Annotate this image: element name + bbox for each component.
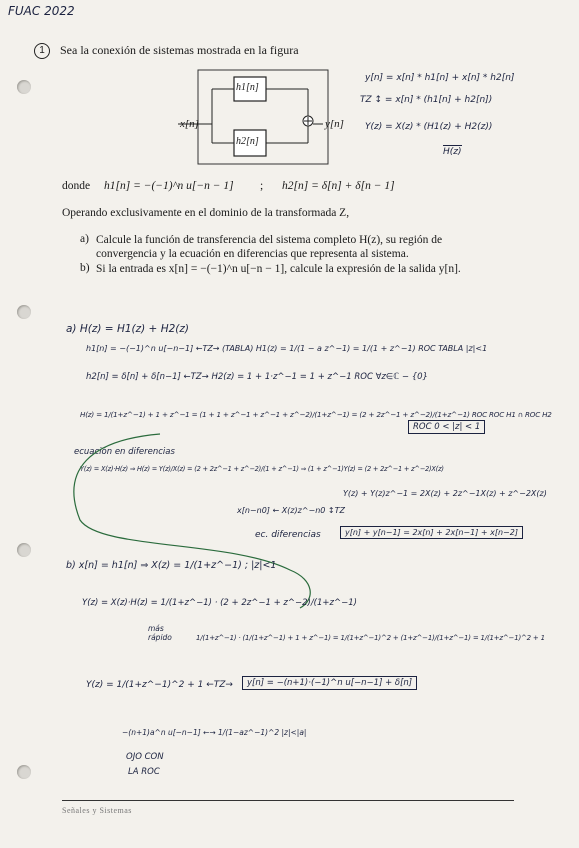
page-footer: Señales y Sistemas bbox=[62, 806, 132, 815]
side-note-1: y[n] = x[n] * h1[n] + x[n] * h2[n] bbox=[365, 73, 515, 83]
problem-statement: Sea la conexión de sistemas mostrada en la figura bbox=[60, 43, 299, 57]
part-b-text: Si la entrada es x[n] = −(−1)^n u[−n − 1], calcule la expresión de la salida y[n]. bbox=[96, 263, 461, 275]
sol-b-line-3: más rápido bbox=[148, 624, 172, 642]
diff-line-1: Y(z) = X(z)·H(z) ⇒ H(z) = Y(z)/X(z) = (2 + 2z^−1 + z^−2)/(1 + z^−1) ⇒ (1 + z^−1)Y(z) = (2 + 2z^−1 + z^−2)X(z) bbox=[80, 465, 444, 473]
output-label: y[n] bbox=[325, 118, 344, 130]
sol-a-line-4: H(z) = 1/(1+z^−1) + 1 + z^−1 = (1 + 1 + z^−1 + z^−1 + z^−2)/(1+z^−1) = (2 + 2z^−1 + z^−2)/(1+z^−1) ROC ROC H1 ∩ ROC H2 bbox=[80, 410, 552, 419]
sol-b-line-4: 1/(1+z^−1) · (1/(1+z^−1) + 1 + z^−1) = 1/(1+z^−1)^2 + (1+z^−1)/(1+z^−1) = 1/(1+z^−1)^2 + 1 bbox=[196, 634, 545, 642]
sol-b-note-2: OJO CON bbox=[126, 752, 164, 762]
sol-b-line-5: Y(z) = 1/(1+z^−1)^2 + 1 ←TZ→ bbox=[86, 680, 233, 690]
definitions-separator: ; bbox=[260, 180, 264, 192]
punch-hole bbox=[17, 765, 31, 779]
curve-divider bbox=[50, 430, 340, 610]
punch-hole bbox=[17, 80, 31, 94]
sol-a-line-1: a) H(z) = H1(z) + H2(z) bbox=[66, 323, 189, 335]
diff-line-2: Y(z) + Y(z)z^−1 = 2X(z) + 2z^−1X(z) + z^−2X(z) bbox=[343, 489, 547, 498]
definitions-prefix: donde bbox=[62, 180, 91, 192]
sol-b-line-1: b) x[n] = h1[n] ⇒ X(z) = 1/(1+z^−1) ; |z|<1 bbox=[66, 560, 277, 571]
sol-b-result-box: y[n] = −(n+1)·(−1)^n u[−n−1] + δ[n] bbox=[242, 676, 417, 690]
instruction: Operando exclusivamente en el dominio de la transformada Z, bbox=[62, 207, 350, 219]
diff-line-3: x[n−n0] ← X(z)z^−n0 ↕TZ bbox=[237, 506, 345, 515]
problem-number: 1 bbox=[34, 43, 50, 59]
sol-a-line-2: h1[n] = −(−1)^n u[−n−1] ←TZ→ (TABLA) H1(z) = 1/(1 − a z^−1) = 1/(1 + z^−1) ROC TABLA |z|<1 bbox=[86, 344, 488, 353]
sol-b-line-2: Y(z) = X(z)·H(z) = 1/(1+z^−1) · (2 + 2z^−1 + z^−2)/(1+z^−1) bbox=[82, 598, 357, 608]
side-note-4: H(z) bbox=[443, 147, 462, 157]
input-label: x[n] bbox=[180, 118, 199, 130]
punch-hole bbox=[17, 305, 31, 319]
definition-h2: h2[n] = δ[n] + δ[n − 1] bbox=[282, 180, 395, 192]
part-b-label: b) bbox=[80, 262, 90, 274]
block1-label: h1[n] bbox=[236, 82, 259, 93]
sol-a-roc-box: ROC 0 < |z| < 1 bbox=[408, 420, 485, 434]
diff-title: ecuación en diferencias bbox=[74, 447, 175, 457]
page-header: FUAC 2022 bbox=[8, 4, 75, 18]
diff-result-box: y[n] + y[n−1] = 2x[n] + 2x[n−1] + x[n−2] bbox=[340, 526, 523, 539]
sol-a-line-3: h2[n] = δ[n] + δ[n−1] ←TZ→ H2(z) = 1 + 1·z^−1 = 1 + z^−1 ROC ∀z∈ℂ − {0} bbox=[86, 372, 428, 382]
footer-rule bbox=[62, 800, 514, 801]
part-a-label: a) bbox=[80, 233, 89, 245]
side-note-3: Y(z) = X(z) * (H1(z) + H2(z)) bbox=[365, 122, 493, 132]
diff-line-4: ec. diferencias bbox=[255, 530, 321, 540]
sol-b-note-3: LA ROC bbox=[128, 767, 160, 777]
part-a-text: Calcule la función de transferencia del sistema completo H(z), su región de convergencia y la ecuación en diferencias que representa al sistema. bbox=[96, 234, 443, 260]
system-diagram bbox=[178, 62, 358, 172]
block2-label: h2[n] bbox=[236, 136, 259, 147]
punch-hole bbox=[17, 543, 31, 557]
sol-b-note-1: −(n+1)a^n u[−n−1] ←→ 1/(1−az^−1)^2 |z|<|a| bbox=[122, 728, 307, 737]
side-note-2: TZ ↕ = x[n] * (h1[n] + h2[n]) bbox=[360, 95, 493, 105]
definition-h1: h1[n] = −(−1)^n u[−n − 1] bbox=[104, 180, 234, 192]
